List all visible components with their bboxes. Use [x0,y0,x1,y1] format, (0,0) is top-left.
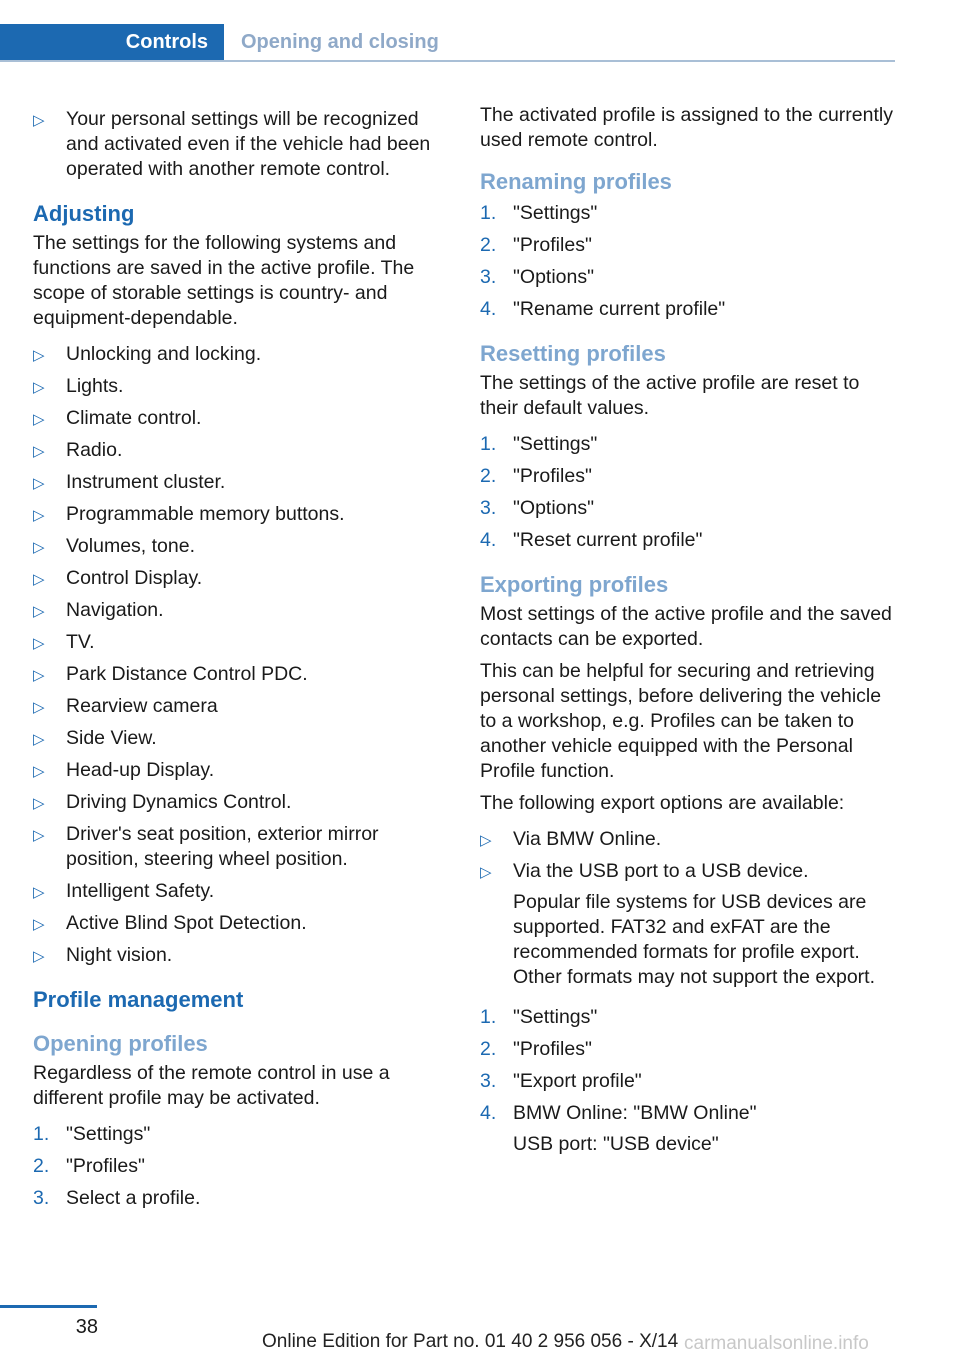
edition-note: Online Edition for Part no. 01 40 2 956 056 - X/14 [262,1331,679,1352]
exporting-text-2: This can be helpful for securing and retrieving personal settings, before delivering the vehicle to a workshop, e.g. Profiles can be taken to another vehicle equipped with the Personal Profile function. [480,660,882,782]
list-item: 4. "Rename current profile" [480,297,726,320]
triangle-bullet-icon: ▷ [33,763,45,780]
triangle-bullet-icon: ▷ [33,571,45,588]
exporting-text-3: The following export options are available: [480,792,845,814]
list-item: 3. "Export profile" [480,1069,642,1092]
list-item: 1. "Settings" [480,1005,598,1028]
step-number: 3. [480,496,497,519]
list-item: ▷ Your personal settings will be recognized and activated even if the vehicle had been operated with another remote control. [33,107,431,180]
list-item: ▷ TV. [33,626,443,658]
list-item: 3. "Options" [480,496,595,519]
step-number: 4. [480,528,497,551]
list-item: ▷ Programmable memory buttons. [33,498,443,530]
export-options-list [480,823,895,993]
triangle-bullet-icon: ▷ [33,827,45,844]
page-number: 38 [75,1316,98,1338]
triangle-bullet-icon: ▷ [33,948,45,965]
triangle-bullet-icon: ▷ [33,475,45,492]
left-column [33,103,443,1222]
opening-steps [33,1118,443,1214]
heading-exporting-profiles: Exporting profiles [480,572,669,597]
heading-adjusting: Adjusting [33,201,135,226]
step-number: 4. [480,1101,497,1124]
list-item: ▷ Control Display. [33,562,443,594]
list-item: ▷ Via BMW Online. [480,823,895,855]
step-number: 1. [33,1122,50,1145]
list-item: ▷ Intelligent Safety. [33,875,443,907]
step-number: 2. [480,1037,497,1060]
heading-opening-profiles: Opening profiles [33,1031,208,1056]
triangle-bullet-icon: ▷ [33,347,45,364]
step-number: 3. [480,1069,497,1092]
list-item: ▷ Radio. [33,434,443,466]
step-number: 1. [480,1005,497,1028]
section-tab-controls[interactable] [0,24,224,60]
list-item: ▷ Head-up Display. [33,754,443,786]
triangle-bullet-icon: ▷ [33,635,45,652]
right-intro-text: The activated profile is assigned to the currently used remote control. [480,104,893,151]
list-item: ▷ Active Blind Spot Detection. [33,907,443,939]
triangle-bullet-icon: ▷ [33,916,45,933]
list-item: 4. "Reset current profile" [480,528,703,551]
step-number: 3. [480,265,497,288]
list-item: ▷ Via the USB port to a USB device. Popular file systems for USB devices are supported. FAT32 and exFAT are the recommended formats for profile export. Other formats may not support the export. [480,855,895,993]
step-number: 1. [480,201,497,224]
list-item: ▷ Lights. [33,370,443,402]
list-item: 2. "Profiles" [480,233,592,256]
exporting-text-1: Most settings of the active profile and the saved contacts can be exported. [480,603,892,650]
triangle-bullet-icon: ▷ [480,832,492,849]
list-item: ▷ Climate control. [33,402,443,434]
list-item: ▷ Driving Dynamics Control. [33,786,443,818]
usb-note: Popular file systems for USB devices are supported. FAT32 and exFAT are the recommended formats for profile export. Other formats may not support the export. [513,890,875,988]
step-number: 2. [480,233,497,256]
adjusting-text: The settings for the following systems and functions are saved in the active profile. The scope of storable settings is country- and equipment-dependable. [33,232,415,329]
triangle-bullet-icon: ▷ [33,539,45,556]
triangle-bullet-icon: ▷ [33,731,45,748]
list-item: 1. "Settings" [480,201,598,224]
watermark: carmanualsonline.info [684,1333,869,1354]
list-item: ▷ Instrument cluster. [33,466,443,498]
page-header [0,24,895,62]
triangle-bullet-icon: ▷ [33,507,45,524]
section-tab-label: Opening and closing [241,30,439,53]
list-item: ▷ Navigation. [33,594,443,626]
triangle-bullet-icon: ▷ [33,112,45,129]
list-item: 2. "Profiles" [33,1154,145,1177]
list-item: ▷ Volumes, tone. [33,530,443,562]
triangle-bullet-icon: ▷ [33,667,45,684]
section-tab-opening-closing[interactable] [224,24,439,60]
section-tab-label: Controls [125,30,208,53]
list-item: ▷ Driver's seat position, exterior mirror position, steering wheel position. [33,822,379,870]
list-item: 1. "Settings" [33,1122,151,1145]
list-item: 1. "Settings" [480,432,598,455]
step-number: 2. [480,464,497,487]
list-item: ▷ Rearview camera [33,690,443,722]
header-divider [0,60,895,62]
renaming-steps [480,197,895,325]
resetting-text: The settings of the active profile are reset to their default values. [480,372,860,419]
list-item: 4. BMW Online: "BMW Online" USB port: "USB device" [480,1097,895,1160]
triangle-bullet-icon: ▷ [33,443,45,460]
step-number: 1. [480,432,497,455]
footer-divider [0,1305,97,1308]
list-item: 2. "Profiles" [480,1037,592,1060]
list-item: 3. "Options" [480,265,595,288]
intro-bullet-list [33,103,443,185]
list-item: 3. Select a profile. [33,1186,201,1209]
step-number: 2. [33,1154,50,1177]
right-column [480,103,895,1168]
heading-resetting-profiles: Resetting profiles [480,341,666,366]
triangle-bullet-icon: ▷ [33,795,45,812]
list-item: ▷ Unlocking and locking. [33,338,443,370]
triangle-bullet-icon: ▷ [33,379,45,396]
list-item: ▷ Side View. [33,722,443,754]
list-item: ▷ Park Distance Control PDC. [33,658,443,690]
resetting-steps [480,428,895,556]
usb-step-sub: USB port: "USB device" [513,1132,719,1155]
export-steps [480,1001,895,1160]
triangle-bullet-icon: ▷ [33,699,45,716]
triangle-bullet-icon: ▷ [480,864,492,881]
heading-profile-management: Profile management [33,987,244,1012]
step-number: 4. [480,297,497,320]
opening-text: Regardless of the remote control in use a different profile may be activated. [33,1062,390,1109]
triangle-bullet-icon: ▷ [33,411,45,428]
adjusting-list [33,338,443,971]
step-number: 3. [33,1186,50,1209]
heading-renaming-profiles: Renaming profiles [480,169,672,194]
list-item: ▷ Night vision. [33,939,443,971]
list-item: 2. "Profiles" [480,464,592,487]
triangle-bullet-icon: ▷ [33,884,45,901]
triangle-bullet-icon: ▷ [33,603,45,620]
